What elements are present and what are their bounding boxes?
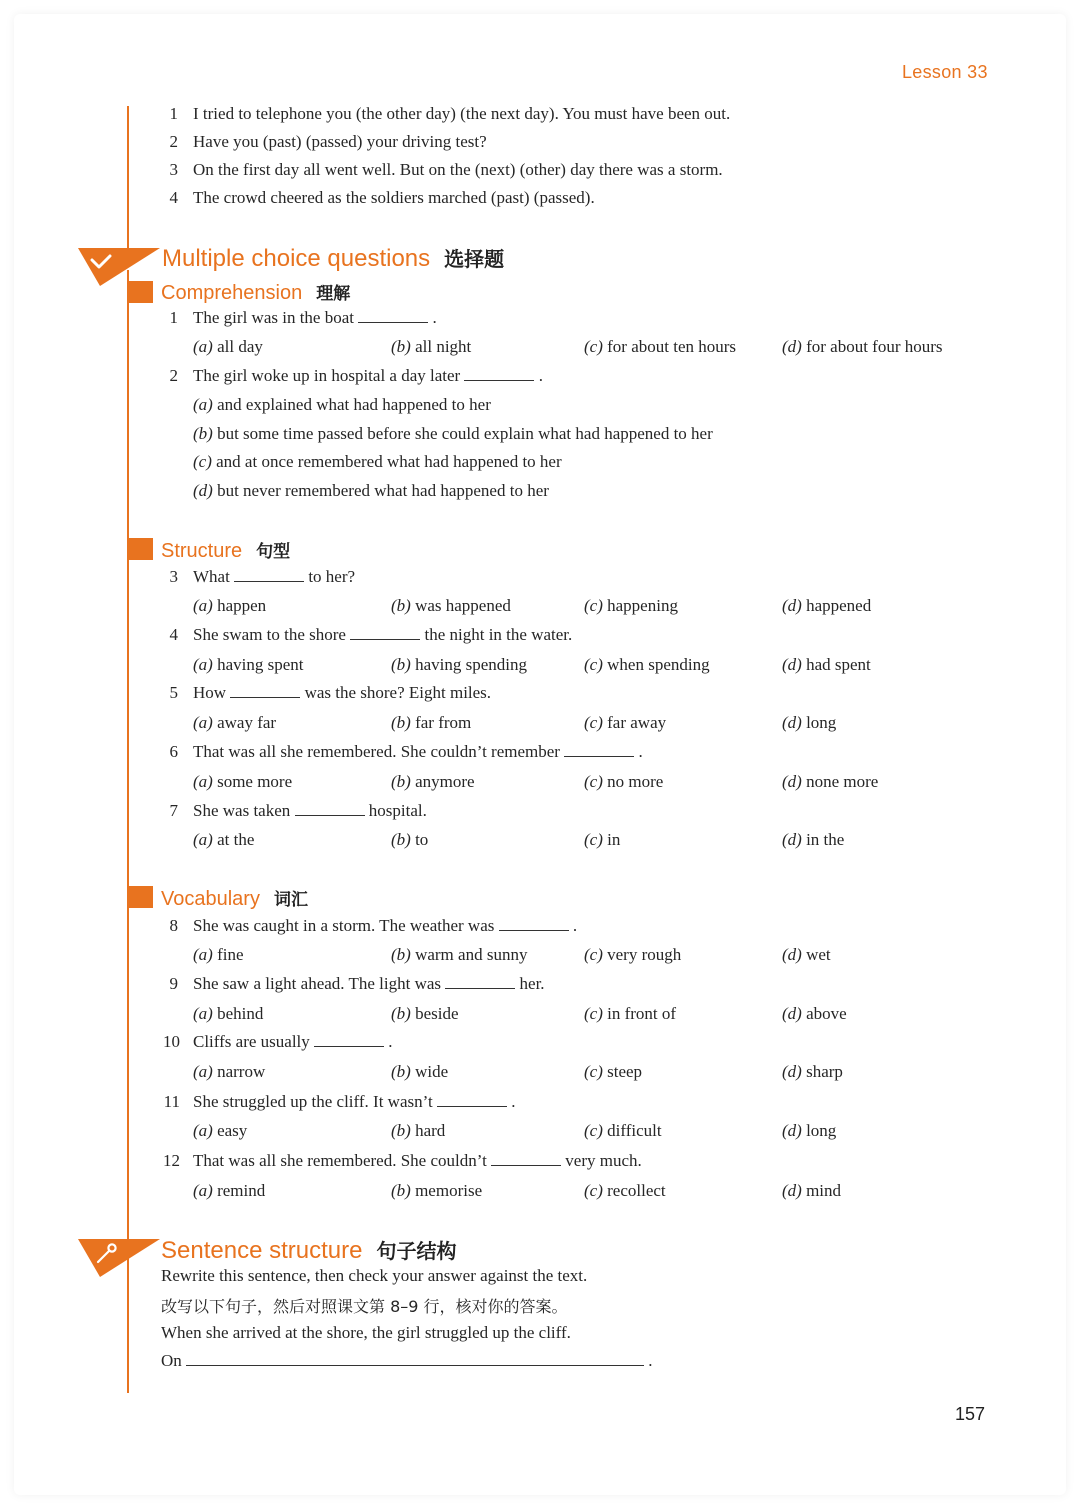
option-a[interactable]: (a) some more <box>193 772 293 791</box>
mcq-heading <box>162 243 504 273</box>
question-stem: She saw a light ahead. The light was her. <box>193 974 545 993</box>
option-d[interactable]: (d) in the <box>782 830 845 849</box>
question-number: 12 <box>163 1151 180 1170</box>
instruction-text-cn: 改写以下句子，然后对照课文第 8–9 行，核对你的答案。 <box>161 1297 568 1316</box>
margin-rule-top <box>127 106 129 254</box>
option-c[interactable]: (c) difficult <box>584 1121 662 1140</box>
question-number: 8 <box>169 916 178 935</box>
option-d[interactable]: (d) long <box>782 713 837 732</box>
option-b[interactable]: (b) memorise <box>391 1181 483 1200</box>
option-b[interactable]: (b) wide <box>391 1062 449 1081</box>
question-stem: She swam to the shore the night in the water. <box>193 625 573 644</box>
option-c[interactable]: (c) happening <box>584 596 678 615</box>
option-b[interactable]: (b) hard <box>391 1121 446 1140</box>
section-marker <box>129 538 153 560</box>
instruction-text: Rewrite this sentence, then check your answer against the text. <box>161 1266 588 1285</box>
option-d[interactable]: (d) long <box>782 1121 837 1140</box>
option-c[interactable]: (c) recollect <box>584 1181 666 1200</box>
answer-blank[interactable] <box>437 1092 507 1107</box>
comprehension-title-cn: 理解 <box>316 284 351 304</box>
margin-rule-middle <box>127 270 129 1242</box>
vocabulary-heading <box>161 885 308 911</box>
option-c[interactable]: (c) steep <box>584 1062 643 1081</box>
intro-item: The crowd cheered as the soldiers marched (past) (passed). <box>193 188 595 207</box>
comprehension-title: Comprehension <box>161 282 303 304</box>
source-sentence: When she arrived at the shore, the girl struggled up the cliff. <box>161 1323 571 1342</box>
structure-title-cn: 句型 <box>256 542 291 562</box>
answer-blank[interactable] <box>314 1032 384 1047</box>
question-stem: That was all she remembered. She couldn’t remember . <box>193 742 643 761</box>
question-number: 4 <box>169 625 178 644</box>
rewrite-answer-blank[interactable] <box>186 1351 644 1366</box>
question-number: 6 <box>169 742 178 761</box>
intro-item: I tried to telephone you (the other day) (the next day). You must have been out. <box>193 104 731 123</box>
option-b[interactable]: (b) was happened <box>391 596 511 615</box>
option-d[interactable]: (d) above <box>782 1004 847 1023</box>
answer-blank[interactable] <box>445 974 515 989</box>
question-number: 3 <box>169 567 178 586</box>
section-marker <box>129 886 153 908</box>
lesson-label: Lesson 33 <box>902 62 988 82</box>
question-number: 10 <box>163 1032 180 1051</box>
answer-blank[interactable] <box>499 916 569 931</box>
answer-blank[interactable] <box>564 742 634 757</box>
option-a[interactable]: (a) away far <box>193 713 277 732</box>
question-number: 5 <box>169 683 178 702</box>
question-stem: The girl was in the boat . <box>193 308 437 327</box>
option-c[interactable]: (c) no more <box>584 772 664 791</box>
option-c[interactable]: (c) in front of <box>584 1004 677 1023</box>
option-c[interactable]: (c) for about ten hours <box>584 337 737 356</box>
option-a[interactable]: (a) narrow <box>193 1062 266 1081</box>
option-d[interactable]: (d) happened <box>782 596 872 615</box>
question-number: 1 <box>169 308 178 327</box>
answer-blank[interactable] <box>491 1151 561 1166</box>
option-a[interactable]: (a) easy <box>193 1121 248 1140</box>
option-b[interactable]: (b) to <box>391 830 429 849</box>
structure-heading <box>161 537 290 563</box>
option-c[interactable]: (c) and at once remembered what had happened to her <box>193 452 562 471</box>
question-stem: She was caught in a storm. The weather was . <box>193 916 578 935</box>
item-number: 3 <box>169 160 178 179</box>
question-stem: She was taken hospital. <box>193 801 427 820</box>
option-d[interactable]: (d) but never remembered what had happened to her <box>193 481 549 500</box>
rewrite-answer-line: On . <box>161 1351 653 1370</box>
answer-blank[interactable] <box>350 625 420 640</box>
question-stem: She struggled up the cliff. It wasn’t . <box>193 1092 516 1111</box>
option-c[interactable]: (c) far away <box>584 713 667 732</box>
mcq-title-cn: 选择题 <box>444 247 505 271</box>
option-c[interactable]: (c) in <box>584 830 621 849</box>
intro-item: Have you (past) (passed) your driving test? <box>193 132 487 151</box>
option-b[interactable]: (b) but some time passed before she could explain what had happened to her <box>193 424 713 443</box>
option-b[interactable]: (b) anymore <box>391 772 475 791</box>
question-number: 7 <box>169 801 178 820</box>
question-number: 2 <box>169 366 178 385</box>
option-a[interactable]: (a) and explained what had happened to her <box>193 395 491 414</box>
answer-blank[interactable] <box>358 308 428 323</box>
option-d[interactable]: (d) for about four hours <box>782 337 943 356</box>
answer-blank[interactable] <box>295 801 365 816</box>
mcq-title: Multiple choice questions <box>162 245 431 272</box>
option-a[interactable]: (a) behind <box>193 1004 264 1023</box>
intro-item: On the first day all went well. But on the (next) (other) day there was a storm. <box>193 160 723 179</box>
option-b[interactable]: (b) all night <box>391 337 472 356</box>
comprehension-heading <box>161 279 350 305</box>
option-d[interactable]: (d) wet <box>782 945 831 964</box>
vocabulary-title: Vocabulary <box>161 888 260 910</box>
option-b[interactable]: (b) having spending <box>391 655 527 674</box>
question-number: 9 <box>169 974 178 993</box>
item-number: 4 <box>169 188 178 207</box>
question-stem: The girl woke up in hospital a day later . <box>193 366 543 385</box>
question-stem: Cliffs are usually . <box>193 1032 393 1051</box>
structure-title: Structure <box>161 540 243 562</box>
answer-blank[interactable] <box>230 683 300 698</box>
answer-blank[interactable] <box>234 567 304 582</box>
section-marker <box>129 281 153 303</box>
question-stem: That was all she remembered. She couldn’t very much. <box>193 1151 642 1170</box>
sentence-structure-title: Sentence structure <box>161 1237 363 1264</box>
question-stem: What to her? <box>193 567 356 586</box>
wrench-icon <box>78 1235 160 1279</box>
option-a[interactable]: (a) fine <box>193 945 244 964</box>
option-b[interactable]: (b) beside <box>391 1004 459 1023</box>
page-number: 157 <box>955 1404 986 1424</box>
option-d[interactable]: (d) sharp <box>782 1062 843 1081</box>
option-a[interactable]: (a) remind <box>193 1181 266 1200</box>
item-number: 2 <box>169 132 178 151</box>
question-stem: How was the shore? Eight miles. <box>193 683 492 702</box>
option-a[interactable]: (a) all day <box>193 337 263 356</box>
option-b[interactable]: (b) warm and sunny <box>391 945 528 964</box>
option-a[interactable]: (a) happen <box>193 596 267 615</box>
option-c[interactable]: (c) when spending <box>584 655 710 674</box>
option-d[interactable]: (d) none more <box>782 772 879 791</box>
option-a[interactable]: (a) having spent <box>193 655 304 674</box>
option-d[interactable]: (d) mind <box>782 1181 842 1200</box>
option-a[interactable]: (a) at the <box>193 830 255 849</box>
answer-blank[interactable] <box>464 366 534 381</box>
sentence-structure-title-cn: 句子结构 <box>376 1239 457 1263</box>
item-number: 1 <box>169 104 178 123</box>
option-b[interactable]: (b) far from <box>391 713 472 732</box>
option-c[interactable]: (c) very rough <box>584 945 682 964</box>
option-d[interactable]: (d) had spent <box>782 655 871 674</box>
sentence-structure-heading <box>161 1235 456 1265</box>
vocabulary-title-cn: 词汇 <box>273 890 308 910</box>
question-number: 11 <box>163 1092 180 1111</box>
